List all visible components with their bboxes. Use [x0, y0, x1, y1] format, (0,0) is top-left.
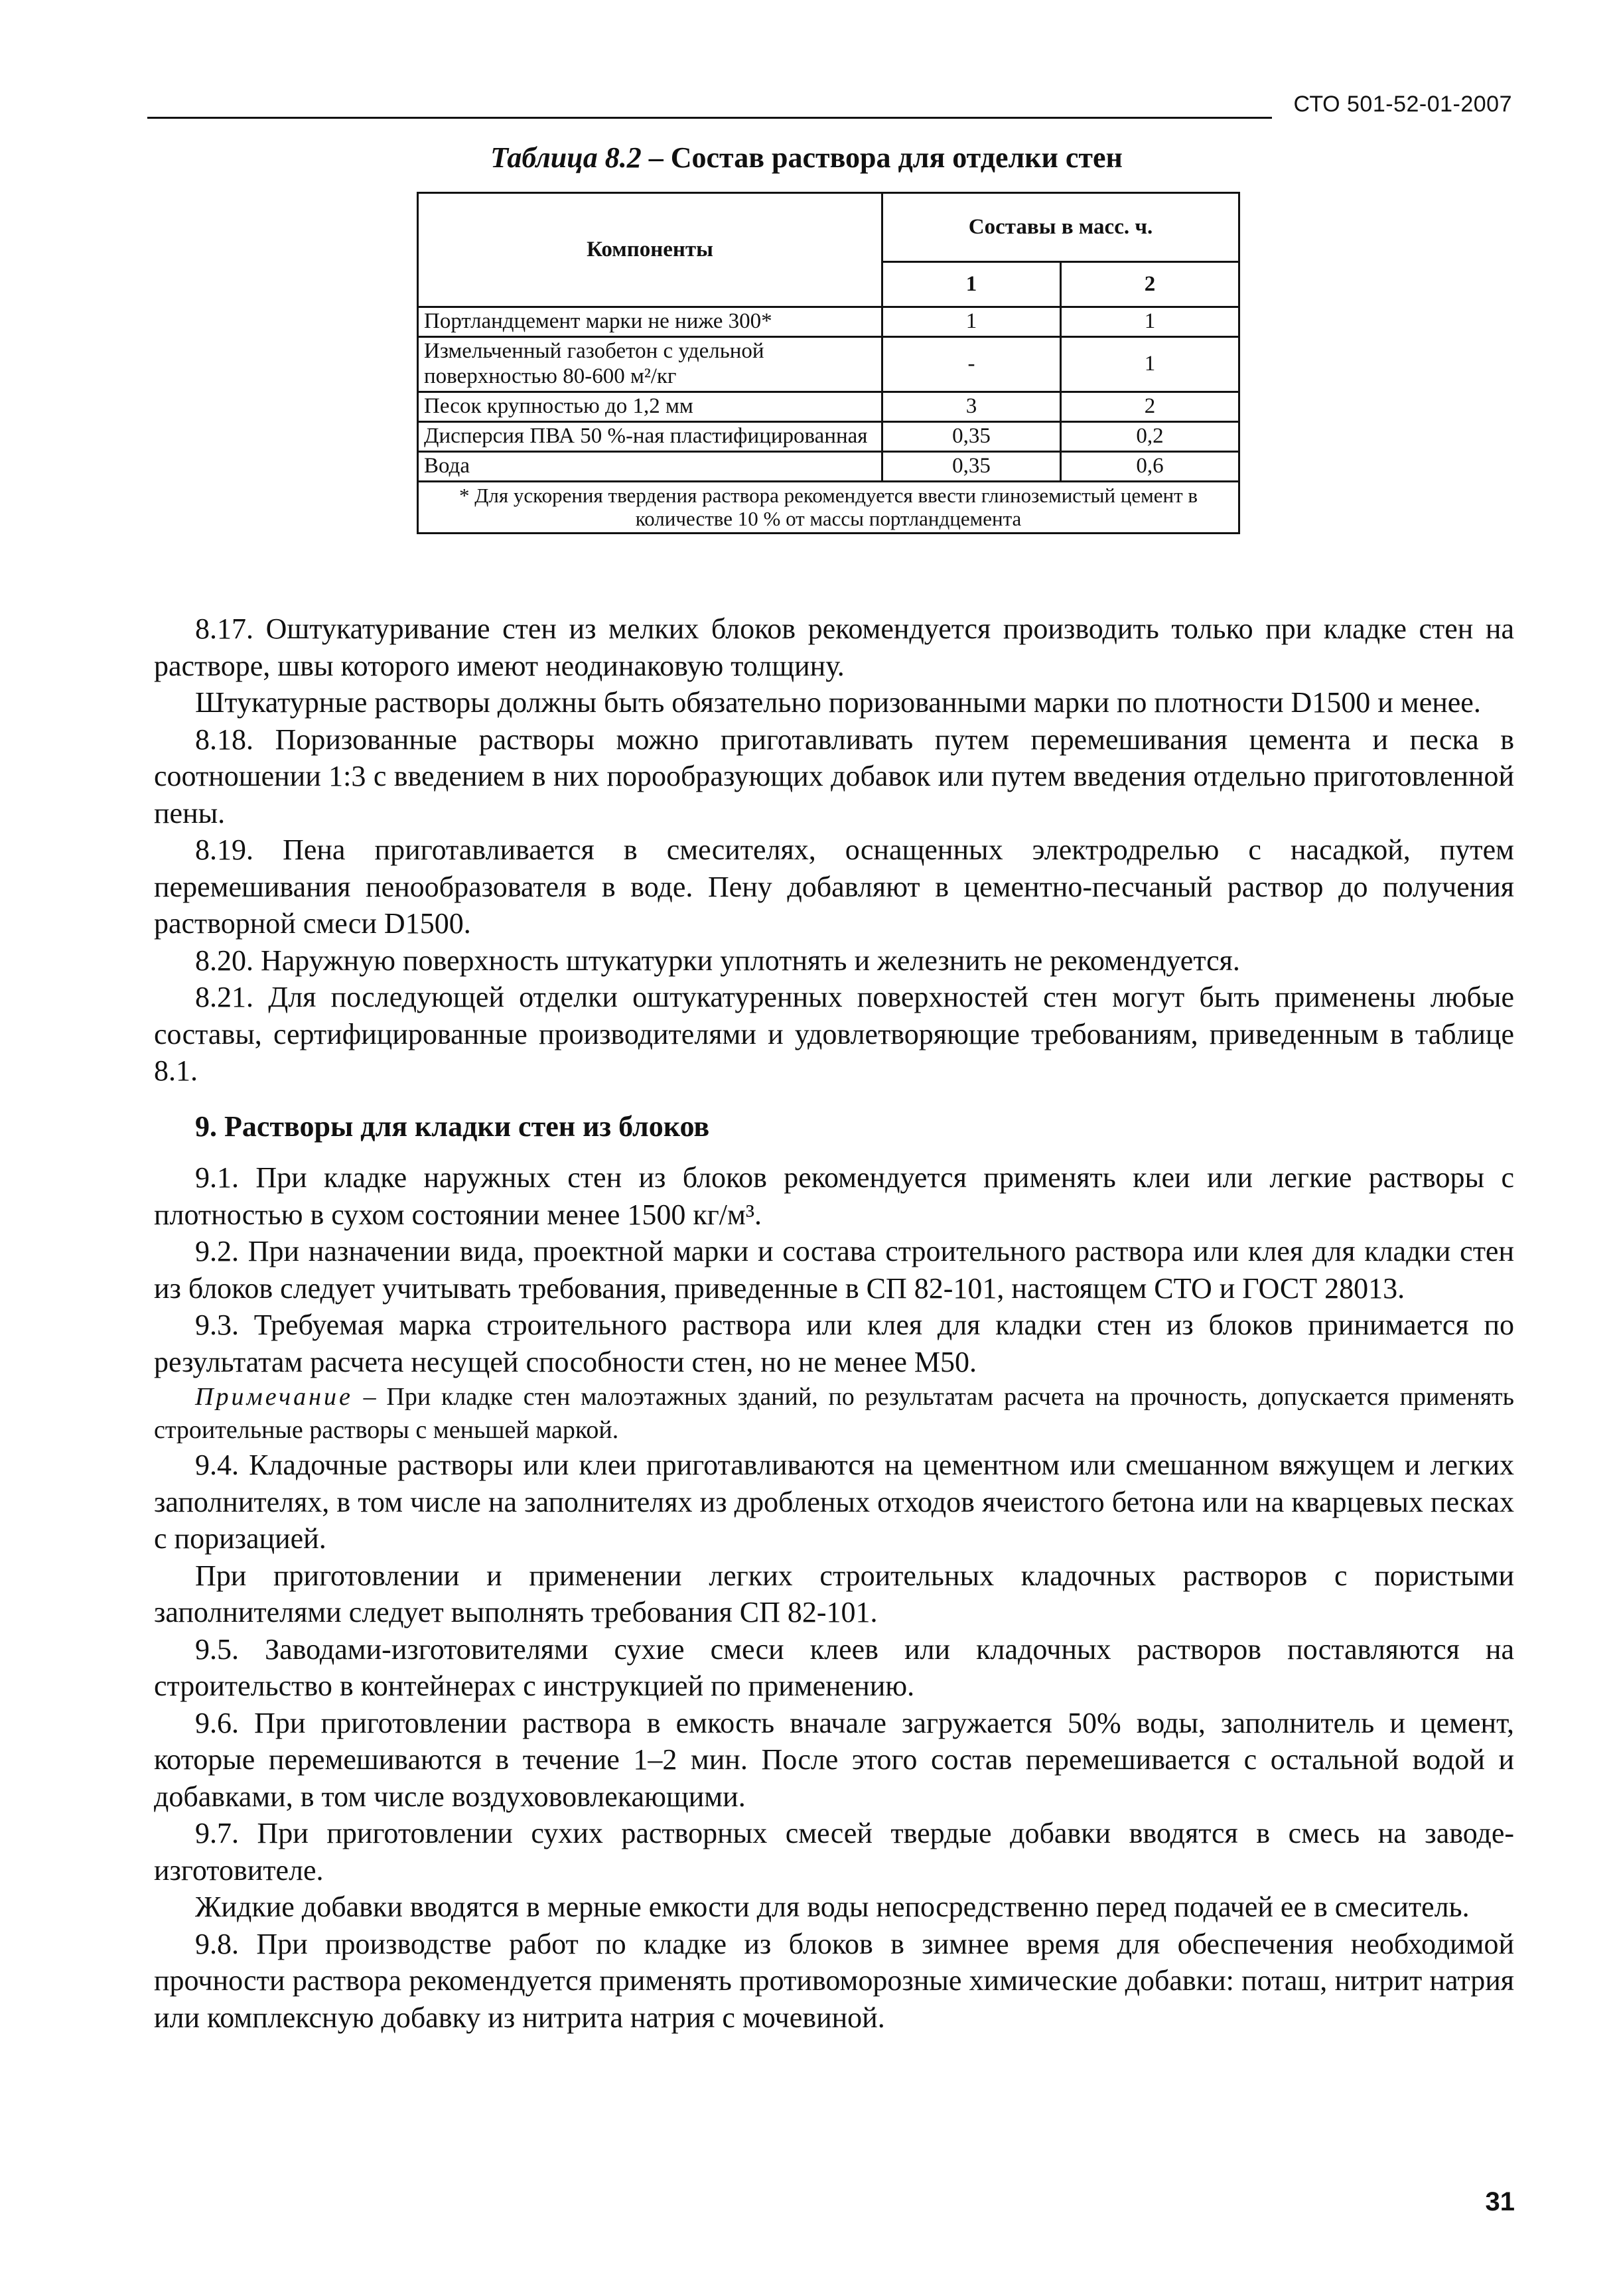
- composition-2-value: 1: [1061, 307, 1239, 337]
- column-header-composition-1: 1: [882, 262, 1061, 307]
- paragraph-9-7-cont: Жидкие добавки вводятся в мерные емкости для воды непосредственно перед подачей ее в смеситель.: [195, 1891, 1470, 1923]
- composition-1-value: 0,35: [882, 451, 1061, 481]
- column-header-composition-2: 2: [1061, 262, 1239, 307]
- component-name: Измельченный газобетон с удельной поверхностью 80-600 м²/кг: [418, 336, 882, 392]
- paragraph-8-17-cont: Штукатурные растворы должны быть обязательно поризованными марки по плотности D1500 и менее.: [195, 686, 1481, 719]
- composition-2-value: 0,2: [1061, 421, 1239, 451]
- document-code: СТО 501-52-01-2007: [1293, 92, 1512, 117]
- column-header-compositions: Составы в масс. ч.: [882, 193, 1239, 262]
- table-caption-number: Таблица 8.2: [490, 141, 642, 174]
- page-number: 31: [1485, 2187, 1515, 2216]
- paragraph-8-20: 8.20. Наружную поверхность штукатурки уплотнять и железнить не рекомендуется.: [195, 944, 1240, 977]
- table-footnote: * Для ускорения твердения раствора рекомендуется ввести глиноземистый цемент в количестве 10 % от массы портландцемента: [418, 481, 1239, 533]
- table-caption-text: – Состав раствора для отделки стен: [648, 141, 1123, 174]
- table-row: [418, 421, 1239, 451]
- table-caption: [0, 141, 1613, 175]
- paragraph-9-6: 9.6. При приготовлении раствора в емкость вначале загружается 50% воды, заполнитель и цемент, которые перемешиваются в течение 1–2 мин. После этого состав перемешивается с остальной водой и добавками, в том числе воздухововлекающими.: [154, 1706, 1514, 1813]
- paragraph-9-8: 9.8. При производстве работ по кладке из блоков в зимнее время для обеспечения необходимой прочности раствора рекомендуется применять противоморозные химические добавки: поташ, нитрит натрия или комплексную добавку из нитрита натрия с мочевиной.: [154, 1927, 1514, 2034]
- component-name: Дисперсия ПВА 50 %-ная пластифицированная: [418, 421, 882, 451]
- composition-1-value: 3: [882, 392, 1061, 421]
- paragraph-8-17: 8.17. Оштукатуривание стен из мелких блоков рекомендуется производить только при кладке стен на растворе, швы которого имеют неодинаковую толщину.: [154, 612, 1514, 682]
- paragraph-9-7: 9.7. При приготовлении сухих растворных смесей твердые добавки вводятся в смесь на заводе-изготовителе.: [154, 1817, 1514, 1887]
- paragraph-9-4: 9.4. Кладочные растворы или клеи приготавливаются на цементном или смешанном вяжущем и легких заполнителях, в том числе на заполнителях из дробленых отходов ячеистого бетона или на кварцевых песках с поризацией.: [154, 1449, 1514, 1555]
- table-row: [418, 307, 1239, 337]
- composition-2-value: 1: [1061, 336, 1239, 392]
- composition-2-value: 2: [1061, 392, 1239, 421]
- table-row: [418, 392, 1239, 421]
- composition-1-value: 1: [882, 307, 1061, 337]
- body-text: [154, 610, 1514, 2036]
- column-header-components: Компоненты: [418, 193, 882, 307]
- component-name: Портландцемент марки не ниже 300*: [418, 307, 882, 337]
- paragraph-9-4-cont: При приготовлении и применении легких строительных кладочных растворов с пористыми заполнителями следует выполнять требования СП 82-101.: [154, 1559, 1514, 1628]
- section-title: 9. Растворы для кладки стен из блоков: [195, 1110, 710, 1143]
- paragraph-9-1: 9.1. При кладке наружных стен из блоков рекомендуется применять клеи или легкие растворы с плотностью в сухом состоянии менее 1500 кг/м³.: [154, 1161, 1514, 1231]
- table-row: [418, 336, 1239, 392]
- paragraph-9-5: 9.5. Заводами-изготовителями сухие смеси клеев или кладочных растворов поставляются на строительство в контейнерах с инструкцией по применению.: [154, 1632, 1514, 1702]
- header-rule: [147, 117, 1272, 119]
- component-name: Песок крупностью до 1,2 мм: [418, 392, 882, 421]
- composition-1-value: 0,35: [882, 421, 1061, 451]
- paragraph-9-2: 9.2. При назначении вида, проектной марки и состава строительного раствора или клея для кладки стен из блоков следует учитывать требования, приведенные в СП 82-101, настоящем СТО и ГОСТ 28013.: [154, 1235, 1514, 1305]
- paragraph-8-18: 8.18. Поризованные растворы можно приготавливать путем перемешивания цемента и песка в соотношении 1:3 с введением в них порообразующих добавок или путем введения отдельно приготовленной пены.: [154, 723, 1514, 829]
- note-text: – При кладке стен малоэтажных зданий, по результатам расчета на прочность, допускается применять строительные растворы с меньшей маркой.: [154, 1383, 1514, 1444]
- note-paragraph: [154, 1380, 1514, 1447]
- composition-1-value: -: [882, 336, 1061, 392]
- composition-2-value: 0,6: [1061, 451, 1239, 481]
- note-label: Примечание: [195, 1383, 353, 1411]
- paragraph-8-19: 8.19. Пена приготавливается в смесителях, оснащенных электродрелью с насадкой, путем перемешивания пенообразователя в воде. Пену добавляют в цементно-песчаный раствор до получения растворной смеси D1500.: [154, 833, 1514, 940]
- component-name: Вода: [418, 451, 882, 481]
- table-row: [418, 451, 1239, 481]
- composition-table: [417, 192, 1240, 534]
- paragraph-9-3: 9.3. Требуемая марка строительного раствора или клея для кладки стен из блоков принимается по результатам расчета несущей способности стен, но не менее М50.: [154, 1309, 1514, 1378]
- paragraph-8-21: 8.21. Для последующей отделки оштукатуренных поверхностей стен могут быть применены любые составы, сертифицированные производителями и удовлетворяющие требованиям, приведенным в таблице 8.1.: [154, 981, 1514, 1087]
